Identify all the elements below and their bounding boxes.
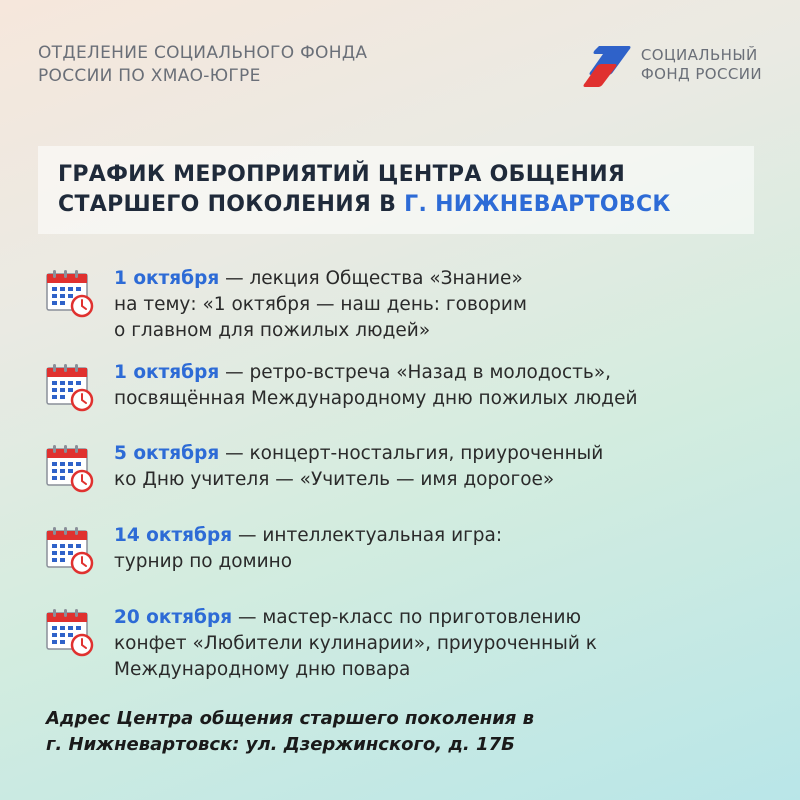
event-text (114, 523, 502, 575)
address-line2: г. Нижневартовск: ул. Дзержинского, д. 17Б (46, 734, 515, 755)
event-item (44, 266, 527, 344)
sfr-logo-text (641, 46, 762, 84)
address-line1: Адрес Центра общения старшего поколения в (46, 708, 535, 729)
event-date: 1 октября (114, 362, 220, 383)
event-desc: — ретро-встреча «Назад в молодость», (219, 362, 612, 383)
event-line: о главном для пожилых людей» (114, 320, 431, 341)
event-text (114, 441, 603, 493)
event-text (114, 360, 638, 412)
title-line1: ГРАФИК МЕРОПРИЯТИЙ ЦЕНТРА ОБЩЕНИЯ (58, 162, 626, 187)
sfr-logo-icon (581, 42, 631, 88)
calendar-clock-icon (44, 525, 94, 575)
org-name (38, 42, 367, 88)
event-date: 1 октября (114, 268, 220, 289)
event-item (44, 360, 638, 412)
event-text (114, 605, 597, 683)
calendar-clock-icon (44, 443, 94, 493)
org-name-line2: РОССИИ ПО ХМАО-ЮГРЕ (38, 66, 261, 86)
calendar-clock-icon (44, 607, 94, 657)
event-item (44, 523, 502, 575)
event-desc: — лекция Общества «Знание» (219, 268, 523, 289)
calendar-clock-icon (44, 362, 94, 412)
event-date: 14 октября (114, 525, 233, 546)
event-line: на тему: «1 октября — наш день: говорим (114, 294, 527, 315)
event-line: турнир по домино (114, 551, 293, 572)
event-line: конфет «Любители кулинарии», приуроченный к (114, 633, 597, 654)
event-desc: — концерт-ностальгия, приуроченный (219, 443, 604, 464)
event-line: Международному дню повара (114, 659, 411, 680)
title-city: Г. НИЖНЕВАРТОВСК (404, 192, 671, 217)
title-line2 (58, 190, 734, 220)
sfr-logo-line1: СОЦИАЛЬНЫЙ (640, 46, 758, 64)
sfr-logo (581, 42, 762, 88)
center-address (46, 706, 534, 758)
title-line2-prefix: СТАРШЕГО ПОКОЛЕНИЯ В (58, 192, 405, 217)
event-text (114, 266, 527, 344)
event-desc: — мастер-класс по приготовлению (232, 607, 582, 628)
event-line: ко Дню учителя — «Учитель — имя дорогое» (114, 469, 555, 490)
event-item (44, 441, 603, 493)
event-line: посвящённая Международному дню пожилых людей (114, 388, 638, 409)
title-card (38, 146, 754, 234)
event-date: 5 октября (114, 443, 220, 464)
org-name-line1: ОТДЕЛЕНИЕ СОЦИАЛЬНОГО ФОНДА (38, 43, 368, 63)
event-item (44, 605, 597, 683)
calendar-clock-icon (44, 268, 94, 318)
sfr-logo-line2: ФОНД РОССИИ (640, 65, 762, 83)
event-date: 20 октября (114, 607, 233, 628)
event-desc: — интеллектуальная игра: (232, 525, 503, 546)
